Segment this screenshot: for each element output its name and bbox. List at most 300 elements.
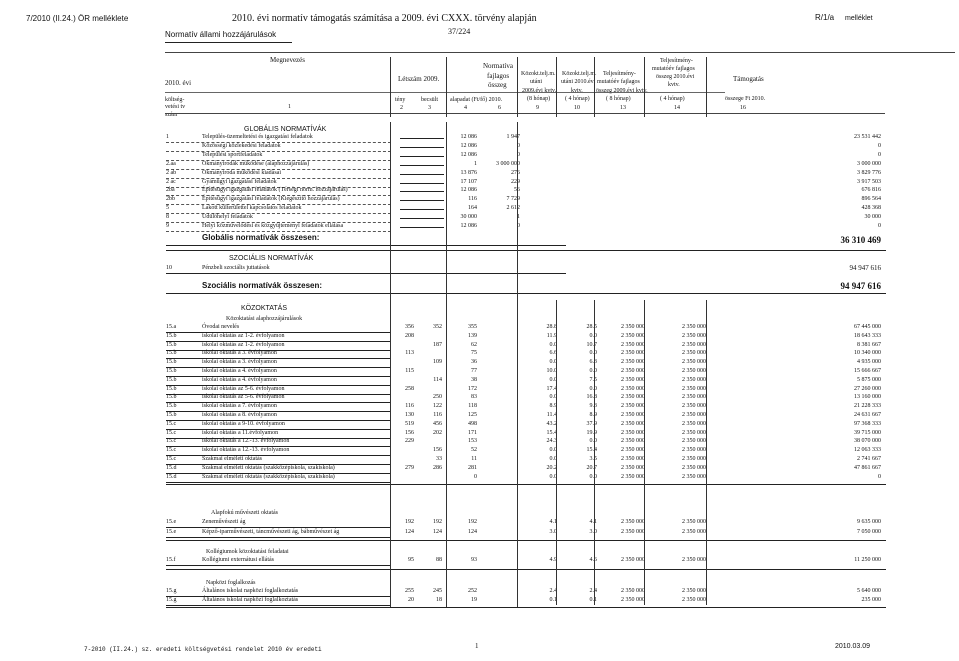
col-becsult: becsült <box>421 97 438 103</box>
row-code: 2bb <box>166 196 175 203</box>
row-tamogatas: 7 050 000 <box>857 529 881 535</box>
row-telj-2009: 2 350 000 <box>621 412 645 418</box>
row-telj-2009: 2 350 000 <box>621 447 645 454</box>
col-koltseg: költség- <box>165 97 185 103</box>
row-name: iskolai oktatás a 7. évfolyamon <box>202 403 277 410</box>
row-name: iskolai oktatás a 4. évfolyamon <box>202 368 277 374</box>
row-telj-2009: 2 350 000 <box>621 557 645 563</box>
row-kozokt-2010: 0.0 <box>589 473 597 480</box>
subsection-heading: Kollégiumok közoktatási feladatai <box>206 549 289 555</box>
globalis-total: 36 310 469 <box>840 234 881 245</box>
section-heading-kozoktatas: KÖZOKTATÁS <box>241 305 288 312</box>
row-tamogatas: 0 <box>878 151 881 158</box>
row-kozokt-2009: 17.4 <box>546 385 557 392</box>
row-code: 15.c <box>166 429 177 436</box>
col-alapadat: alapadat (Ft/fő) 2010. <box>450 97 503 103</box>
table-row <box>400 200 444 201</box>
row-tamogatas: 2 741 667 <box>857 456 881 462</box>
row-normativa: 12 086 <box>460 151 477 158</box>
table-row <box>166 350 391 351</box>
col-4: 4 <box>464 105 467 111</box>
row-teny: 519 <box>405 420 414 427</box>
row-tamogatas: 94 947 616 <box>849 264 881 272</box>
row-name: iskolai oktatás a 12.-13. évfolyamon <box>202 447 290 454</box>
row-kozokt-2010: 4.1 <box>589 519 597 525</box>
row-code: 2 ac <box>166 178 176 185</box>
row-kozokt-2010: 37.9 <box>586 420 597 427</box>
row-telj-2010: 2 350 000 <box>682 332 706 339</box>
footer-date: 2010.03.09 <box>835 643 871 650</box>
row-telj-2010: 2 350 000 <box>682 588 706 594</box>
table-row <box>400 191 444 192</box>
row-mutato: 0 <box>517 142 520 149</box>
row-name: Építésügyi igazgatási feladatok (Térségi norm. hozzájárulás) <box>202 187 348 194</box>
row-name: iskolai oktatás a 8. évfolyamon <box>202 412 277 418</box>
row-alapadat: 498 <box>468 420 477 427</box>
row-kozokt-2010: 3.0 <box>589 529 597 535</box>
row-tamogatas: 97 368 333 <box>854 420 881 427</box>
row-kozokt-2010: 0.0 <box>589 368 597 374</box>
row-kozokt-2009: 6.6 <box>549 350 557 357</box>
row-code: 15.b <box>166 385 177 392</box>
row-alapadat: 172 <box>468 385 477 392</box>
row-becsult: 250 <box>433 394 442 401</box>
header-top-line <box>165 52 955 53</box>
col-13: 13 <box>620 105 626 111</box>
row-kozokt-2009: 0.0 <box>549 394 557 401</box>
row-code: 15.f <box>166 557 176 563</box>
row-kozokt-2010: 0.0 <box>589 385 597 392</box>
row-kozokt-2009: 4.9 <box>549 557 557 563</box>
col-kozokt-5: Közokt.telj.m. <box>562 71 597 77</box>
row-telj-2009: 2 350 000 <box>621 464 645 471</box>
section-end-line <box>166 484 886 485</box>
row-alapadat: 252 <box>468 588 477 594</box>
row-name: iskolai oktatás a 3. évfolyamon <box>202 350 277 357</box>
col-teny: tény <box>395 97 406 103</box>
section-end-line <box>166 569 886 570</box>
row-name: Közösségi közlekedési feladatok <box>202 142 281 149</box>
row-teny: 258 <box>405 385 414 392</box>
row-code: 15.e <box>166 529 177 535</box>
row-normativa: 13 876 <box>460 169 477 176</box>
row-kozokt-2009: 0.0 <box>549 376 557 383</box>
row-name: Pénzbeli szociális juttatások <box>202 265 270 271</box>
row-kozokt-2009: 24.3 <box>546 438 557 445</box>
row-normativa: 17 107 <box>460 178 477 185</box>
row-code: 15.g <box>166 597 177 603</box>
row-tamogatas: 39 715 000 <box>854 429 881 436</box>
row-telj-2009: 2 350 000 <box>621 438 645 445</box>
col-3: 3 <box>428 105 431 111</box>
row-teny: 279 <box>405 464 414 471</box>
row-becsult: 156 <box>433 447 442 454</box>
row-telj-2010: 2 350 000 <box>682 473 706 480</box>
row-kozokt-2009: 0.0 <box>549 341 557 348</box>
row-telj-2010: 2 350 000 <box>682 420 706 427</box>
row-name: Általános iskolai napközi foglalkoztatás <box>202 597 299 603</box>
row-becsult: 352 <box>433 324 442 330</box>
row-name: iskolai oktatás az 1-2. évfolyamon <box>202 332 285 339</box>
row-telj-2009: 2 350 000 <box>621 332 645 339</box>
header-bottom-line <box>165 113 885 114</box>
row-kozokt-2009: 28.8 <box>546 324 557 330</box>
row-tamogatas: 11 250 000 <box>854 557 881 563</box>
row-code: 15.c <box>166 447 177 454</box>
row-teny: 255 <box>405 588 414 594</box>
row-telj-2010: 2 350 000 <box>682 376 706 383</box>
row-code: 15.b <box>166 412 177 418</box>
row-name: iskolai oktatás az 5-6. évfolyamon <box>202 385 285 392</box>
subsection-heading: Közoktatási alaphozzájárulások <box>226 316 303 322</box>
row-code: 2.aa <box>166 160 176 167</box>
row-becsult: 109 <box>433 359 442 366</box>
row-mutato: 56 <box>514 187 520 194</box>
row-kozokt-2009: 15.4 <box>546 429 557 436</box>
row-alapadat: 125 <box>468 412 477 418</box>
subtitle-underline <box>165 42 292 43</box>
row-teny: 130 <box>405 412 414 418</box>
row-mutato: 7 729 <box>506 196 520 203</box>
row-kozokt-2009: 11.4 <box>546 412 557 418</box>
table-row <box>166 273 566 274</box>
row-tamogatas: 3 917 503 <box>857 178 881 185</box>
row-tamogatas: 428 368 <box>861 205 881 212</box>
row-teny: 156 <box>405 429 414 436</box>
row-kozokt-2010: 4.6 <box>589 557 597 563</box>
row-becsult: 202 <box>433 429 442 436</box>
row-becsult: 286 <box>433 464 442 471</box>
table-row <box>400 209 444 210</box>
row-becsult: 187 <box>433 341 442 348</box>
row-code: 15.d <box>166 473 177 480</box>
table-row <box>166 178 391 179</box>
row-becsult: 88 <box>436 557 442 563</box>
row-tamogatas: 15 666 667 <box>854 368 881 374</box>
table-row <box>400 165 444 166</box>
row-mutato: 276 <box>511 169 520 176</box>
row-kozokt-2009: 0.0 <box>549 456 557 462</box>
row-kozokt-2009: 43.2 <box>546 420 557 427</box>
row-tamogatas: 4 935 000 <box>857 359 881 366</box>
table-row <box>400 218 444 219</box>
row-tamogatas: 10 340 000 <box>854 350 881 357</box>
table-row <box>166 231 391 232</box>
row-normativa: 12 086 <box>460 134 477 140</box>
col-evi: 2010. évi <box>165 79 192 87</box>
row-name: Gyámügyi igazgatási feladatok <box>202 178 277 185</box>
column-divider <box>446 122 447 607</box>
table-row <box>166 605 391 606</box>
row-alapadat: 38 <box>471 376 477 383</box>
table-row <box>166 565 391 566</box>
col-tamogatas: Támogatás <box>733 75 764 83</box>
row-telj-2009: 2 350 000 <box>621 429 645 436</box>
row-code: 15.b <box>166 376 177 383</box>
section-end-line <box>166 607 886 608</box>
row-telj-2010: 2 350 000 <box>682 456 706 462</box>
table-row <box>400 183 444 184</box>
row-kozokt-2010: 10.7 <box>586 341 597 348</box>
col-telj-7: összeg 2010.évi <box>656 74 695 80</box>
row-kozokt-2010: 0.0 <box>589 438 597 445</box>
right-code: R/1/a <box>815 13 835 22</box>
row-tamogatas: 5 875 000 <box>857 376 881 383</box>
row-telj-2010: 2 350 000 <box>682 529 706 535</box>
row-telj-2009: 2 350 000 <box>621 597 645 603</box>
subtitle: Normatív állami hozzájárulások <box>165 30 277 39</box>
row-tamogatas: 235 000 <box>861 597 881 603</box>
subsection-heading: Napközi foglalkozás <box>206 580 256 586</box>
table-row <box>166 402 391 403</box>
row-kozokt-2010: 0.0 <box>589 350 597 357</box>
col-kozokt-4: (8 hónap) <box>527 96 551 102</box>
row-code: 15.g <box>166 588 177 594</box>
row-tamogatas: 18 643 333 <box>854 332 881 339</box>
row-kozokt-2010: 28.5 <box>586 324 597 330</box>
col-kozokt-3: 2009.évi kvtv. <box>522 88 557 94</box>
row-kozokt-2010: 8.9 <box>589 412 597 418</box>
row-alapadat: 118 <box>468 403 477 410</box>
row-telj-2009: 2 350 000 <box>621 376 645 383</box>
row-alapadat: 11 <box>471 456 477 462</box>
row-kozokt-2010: 19.9 <box>586 429 597 436</box>
col-fajlagos: fajlagos <box>487 72 510 80</box>
row-tamogatas: 27 260 000 <box>854 385 881 392</box>
table-row <box>166 455 391 456</box>
table-row <box>400 147 444 148</box>
column-divider <box>517 122 518 607</box>
col-telj-1: Teljesítmény- <box>603 71 636 77</box>
col-telj-5: Teljesítmény- <box>660 58 693 64</box>
row-tamogatas: 23 531 442 <box>854 134 881 140</box>
row-telj-2009: 2 350 000 <box>621 350 645 357</box>
col-osszeg: összeg <box>488 81 507 89</box>
row-telj-2010: 2 350 000 <box>682 412 706 418</box>
row-kozokt-2009: 20.2 <box>546 464 557 471</box>
section-end-line <box>166 250 886 251</box>
row-mutato: 0 <box>517 223 520 229</box>
section-heading-szocialis: SZOCIÁLIS NORMATÍVÁK <box>229 255 314 262</box>
col-kozokt-2: utáni <box>530 79 542 85</box>
col-szam: szám <box>165 112 178 118</box>
row-alapadat: 192 <box>468 519 477 525</box>
row-kozokt-2010: 16.8 <box>586 394 597 401</box>
row-code: 15.b <box>166 403 177 410</box>
table-row <box>166 411 391 412</box>
row-name: Szakmai elméleti oktatás (szakközépiskola, szakiskola) <box>202 464 335 471</box>
row-code: 15.c <box>166 420 177 427</box>
row-kozokt-2009: 0.0 <box>549 447 557 454</box>
szocialis-total: 94 947 616 <box>840 281 881 291</box>
row-tamogatas: 0 <box>878 223 881 229</box>
row-telj-2009: 2 350 000 <box>621 588 645 594</box>
row-becsult: 192 <box>433 519 442 525</box>
table-row <box>166 213 391 214</box>
col-telj-9: ( 4 hónap) <box>660 96 685 102</box>
page-number: 37/224 <box>448 27 471 36</box>
header-mid-line <box>165 92 725 93</box>
col-6: 6 <box>498 105 501 111</box>
row-alapadat: 19 <box>471 597 477 603</box>
row-telj-2009: 2 350 000 <box>621 324 645 330</box>
row-teny: 124 <box>405 529 414 535</box>
row-kozokt-2010: 9.3 <box>589 403 597 410</box>
row-telj-2009: 2 350 000 <box>621 403 645 410</box>
document-title: 2010. évi normatív támogatás számítása a 2009. évi CXXX. törvény alapján <box>232 13 537 24</box>
row-telj-2010: 2 350 000 <box>682 557 706 563</box>
col-kozokt-6: utáni 2010.évi <box>561 79 596 85</box>
total-line <box>166 245 566 246</box>
subsection-heading: Alapfokú művészeti oktatás <box>211 510 278 516</box>
row-telj-2010: 2 350 000 <box>682 438 706 445</box>
row-tamogatas: 8 381 667 <box>857 341 881 348</box>
row-code: 15.b <box>166 359 177 366</box>
row-telj-2009: 2 350 000 <box>621 473 645 480</box>
row-code: 5 <box>166 205 169 212</box>
row-code: 15.b <box>166 368 177 374</box>
row-telj-2010: 2 350 000 <box>682 350 706 357</box>
footer-page: 1 <box>475 642 479 650</box>
row-alapadat: 153 <box>468 438 477 445</box>
row-tamogatas: 47 861 667 <box>854 464 881 471</box>
col-megnevezes: Megnevezés <box>270 56 305 64</box>
row-telj-2009: 2 350 000 <box>621 420 645 427</box>
row-teny: 229 <box>405 438 414 445</box>
row-kozokt-2009: 10.0 <box>546 368 557 374</box>
row-name: Zeneművészeti ág <box>202 519 246 525</box>
row-teny: 113 <box>405 350 414 357</box>
section-end-line <box>166 540 886 541</box>
col-2: 2 <box>400 105 403 111</box>
row-becsult: 18 <box>436 597 442 603</box>
row-becsult: 116 <box>433 412 442 418</box>
row-normativa: 116 <box>468 196 477 203</box>
row-name: iskolai oktatás a 9-10. évfolyamon <box>202 420 285 427</box>
row-teny: 116 <box>405 403 414 410</box>
table-row <box>166 429 391 430</box>
row-alapadat: 139 <box>468 332 477 339</box>
col-16: 16 <box>740 105 746 111</box>
row-alapadat: 355 <box>468 324 477 330</box>
row-teny: 208 <box>405 332 414 339</box>
row-kozokt-2009: 2.4 <box>549 588 557 594</box>
row-tamogatas: 0 <box>878 473 881 480</box>
col-kozokt-1: Közokt.telj.m. <box>521 71 556 77</box>
row-alapadat: 281 <box>468 464 477 471</box>
row-code: 15.b <box>166 332 177 339</box>
row-code: 15.b <box>166 394 177 401</box>
row-normativa: 12 086 <box>460 187 477 194</box>
row-name: Képző-iparművészeti, táncművészeti ág, bábművészet ág <box>202 529 340 535</box>
row-telj-2009: 2 350 000 <box>621 519 645 525</box>
szocialis-total-label: Szociális normatívák összesen: <box>202 281 323 290</box>
row-telj-2010: 2 350 000 <box>682 447 706 454</box>
table-row <box>400 138 444 139</box>
table-row <box>166 527 391 528</box>
column-divider <box>556 300 557 605</box>
table-row <box>400 174 444 175</box>
row-kozokt-2010: 3.5 <box>589 456 597 462</box>
row-telj-2010: 2 350 000 <box>682 385 706 392</box>
row-teny: 115 <box>405 368 414 374</box>
row-name: Települési sportfeladatok <box>202 151 263 158</box>
row-kozokt-2009: 0.0 <box>549 473 557 480</box>
row-telj-2009: 2 350 000 <box>621 456 645 462</box>
row-telj-2009: 2 350 000 <box>621 529 645 535</box>
row-code: 15.a <box>166 324 177 330</box>
row-telj-2010: 2 350 000 <box>682 368 706 374</box>
col-14: 14 <box>674 105 680 111</box>
column-divider <box>594 300 595 605</box>
col-10: 10 <box>574 105 580 111</box>
row-tamogatas: 13 160 000 <box>854 394 881 401</box>
row-becsult: 33 <box>436 456 442 462</box>
row-kozokt-2009: 0.0 <box>549 359 557 366</box>
row-mutato: 0 <box>517 151 520 158</box>
row-tamogatas: 5 640 000 <box>857 588 881 594</box>
row-name: Kollégiumi externátusi ellátás <box>202 557 274 563</box>
row-code: 8 <box>166 214 169 221</box>
row-name: Okmányirodák működése (alaphozzájárulás) <box>202 160 310 167</box>
row-kozokt-2009: 3.0 <box>549 529 557 535</box>
footer-note: 7-2010 (II.24.) sz. eredeti költségvetési rendelet 2010 év eredeti <box>84 646 322 653</box>
right-label: melléklet <box>845 15 873 22</box>
row-becsult: 124 <box>433 529 442 535</box>
row-code: 10 <box>166 265 172 271</box>
row-code: 9 <box>166 223 169 229</box>
col-telj-4: ( 8 hónap) <box>606 96 631 102</box>
row-becsult: 122 <box>433 403 442 410</box>
row-tamogatas: 896 564 <box>861 196 881 203</box>
row-code: 15.b <box>166 341 177 348</box>
row-name: iskolai oktatás az 1-2. évfolyamon <box>202 341 285 348</box>
row-telj-2010: 2 350 000 <box>682 403 706 410</box>
row-kozokt-2009: 0.1 <box>549 597 557 603</box>
row-mutato: 3 000 000 <box>496 160 520 167</box>
row-alapadat: 171 <box>468 429 477 436</box>
row-kozokt-2010: 6.3 <box>589 359 597 366</box>
row-alapadat: 93 <box>471 557 477 563</box>
row-telj-2009: 2 350 000 <box>621 341 645 348</box>
table-row <box>166 537 391 538</box>
row-normativa: 30 000 <box>460 214 477 221</box>
col-telj-3: összeg 2009.évi kvtv. <box>596 88 648 94</box>
row-code: 15.d <box>166 464 177 471</box>
col-9: 9 <box>536 105 539 111</box>
row-kozokt-2009: 8.9 <box>549 403 557 410</box>
row-telj-2010: 2 350 000 <box>682 519 706 525</box>
row-mutato: 1 947 <box>506 134 520 140</box>
row-alapadat: 83 <box>471 394 477 401</box>
row-kozokt-2010: 2.4 <box>589 588 597 594</box>
row-telj-2010: 2 350 000 <box>682 394 706 401</box>
column-divider <box>390 122 391 607</box>
row-tamogatas: 38 070 000 <box>854 438 881 445</box>
row-name: Szakmai elméleti oktatás <box>202 456 262 462</box>
row-telj-2010: 2 350 000 <box>682 464 706 471</box>
column-divider <box>706 300 707 605</box>
row-kozokt-2010: 0.0 <box>589 332 597 339</box>
row-name: iskolai oktatás a 12.-13. évfolyamon <box>202 438 290 445</box>
col-tam-osszege: összege Ft 2010. <box>725 96 766 102</box>
row-tamogatas: 9 635 000 <box>857 519 881 525</box>
row-teny: 356 <box>405 324 414 330</box>
row-name: iskolai oktatás a 4. évfolyamon <box>202 376 277 383</box>
row-teny: 20 <box>408 597 414 603</box>
row-telj-2009: 2 350 000 <box>621 359 645 366</box>
row-tamogatas: 30 000 <box>864 214 881 221</box>
